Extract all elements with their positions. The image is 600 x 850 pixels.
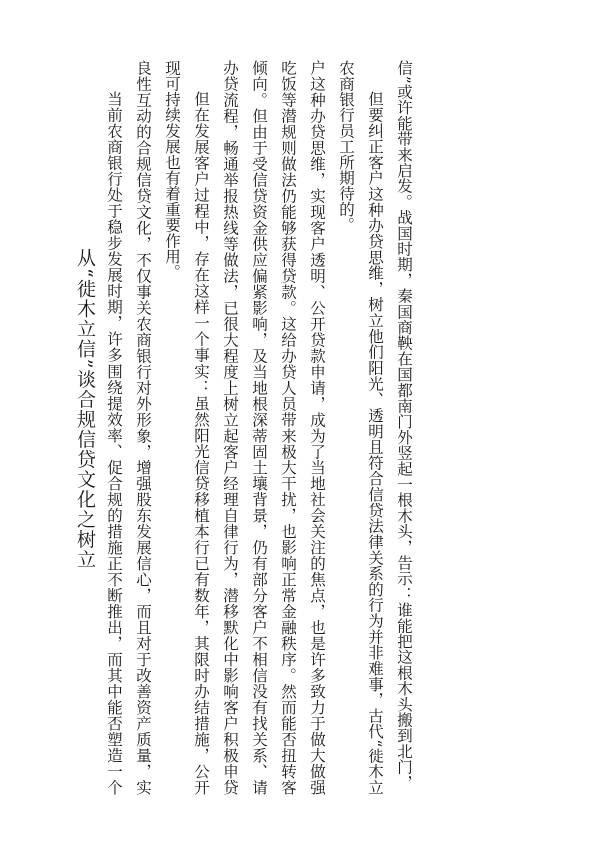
paragraph-2: 但在发展客户过程中，存在这样一个事实：虽然阳光信贷移植本行已有数年，其限时办结措施，公开办贷流程，畅通举报热线等做法，已很大程度上树立起客户经理自律行为，潜移默化中影响客户积极申贷倾向。但由于受信贷资金供应偏紧影响，及当地根深蒂固土壤背景，仍有部分客户不相信没有找关系、请吃饭等潜规则做法仍能够获得贷款。这给办贷人员带来极大干扰，也影响正常金融秩序。然而能否扭转客户这种办贷思维，实现客户透明、公开贷款申请，成为了当地社会关注的焦点，也是许多致力于做大做强农商银行员工所期待的。 (192, 60, 355, 795)
paragraph-3: 但要纠正客户这种办贷思维，树立他们阳光、透明且符合信贷法律关系的行为并非难事，古代“徙木立信”或许能带来启发。战国时期，秦国商鞅在国都南门外竖起一根木头，告示：谁能把这根木头搬到北门， (366, 60, 413, 795)
document-page (70, 60, 530, 795)
paragraph-1: 当前农商银行处于稳步发展时期，许多围绕提效率、促合规的措施正不断推出，而其中能否塑造一个良性互动的合规信贷文化，不仅事关农商银行对外形象，增强股东发展信心，而且对于改善资产质量，实现可持续发展也有着重要作用。 (105, 60, 181, 795)
document-title: 从“徙木立信”谈合规信贷文化之树立 (74, 247, 96, 570)
